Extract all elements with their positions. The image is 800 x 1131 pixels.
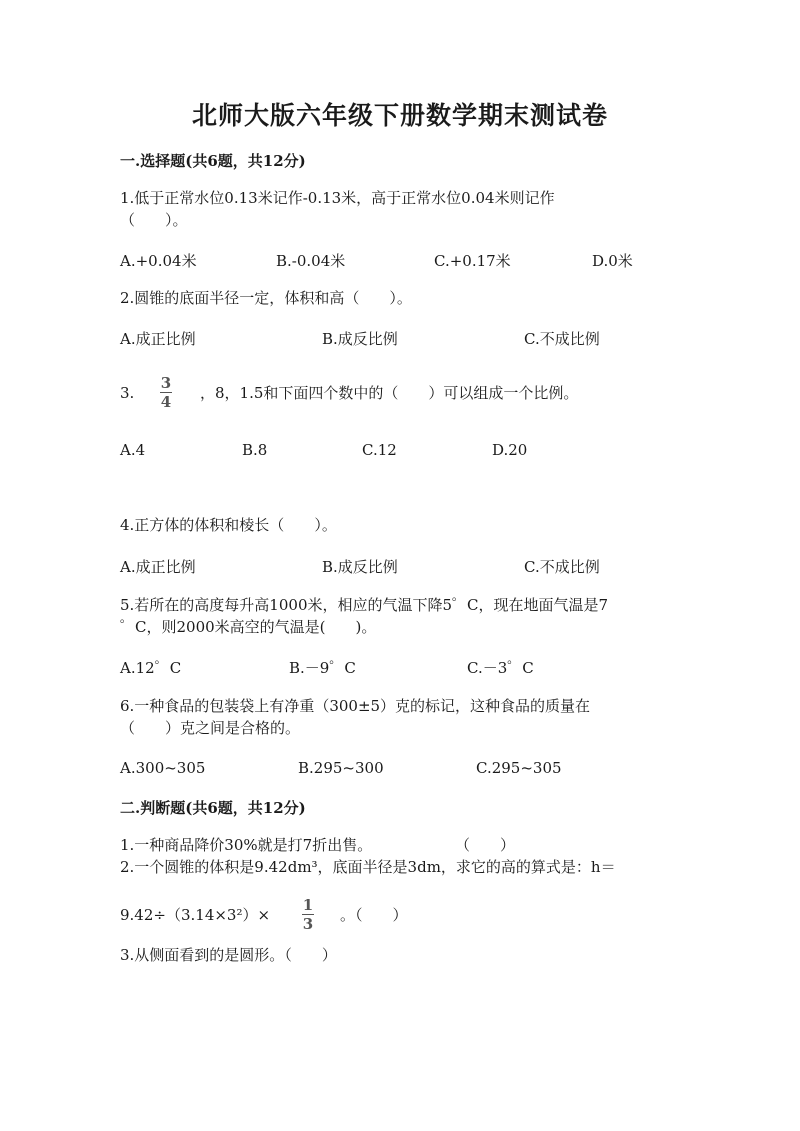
judgement-2-line-2-a: 9.42÷（3.14×3²）× [120,906,271,924]
judgement-2-line-2-b: 。（ ） [340,906,408,924]
question-3-option-b: B.8 [242,441,268,459]
question-6-option-a: A.300~305 [120,759,206,777]
question-5-option-b: B.－9゜C [289,659,356,677]
question-2-option-c: C.不成比例 [524,330,600,348]
question-3-number: 3. [120,384,135,402]
judgement-3-text: 3.从侧面看到的是圆形。（ ） [120,946,337,964]
question-6-line-2: （ ）克之间是合格的。 [120,719,301,737]
question-1-option-c: C.+0.17米 [434,252,511,270]
question-6-option-c: C.295~305 [476,759,562,777]
section-heading-judgement: 二.判断题(共6题，共12分) [120,799,306,817]
question-3-option-a: A.4 [120,441,146,459]
question-2-option-a: A.成正比例 [120,330,196,348]
question-4-option-a: A.成正比例 [120,558,196,576]
question-4-option-b: B.成反比例 [322,558,398,576]
question-1-line-1: 1.低于正常水位0.13米记作-0.13米，高于正常水位0.04米则记作 [120,189,555,207]
judgement-2-line-1: 2.一个圆锥的体积是9.42dm³，底面半径是3dm，求它的高的算式是：h＝ [120,858,616,876]
question-3-fraction-denominator: 4 [160,393,172,412]
judgement-1-text: 1.一种商品降价30%就是打7折出售。 [120,836,373,854]
question-5-line-1: 5.若所在的高度每升高1000米，相应的气温下降5゜C，现在地面气温是7 [120,596,609,614]
question-1-line-2: （ ）。 [120,211,188,229]
judgement-1-paren: （ ） [455,836,516,854]
judgement-2-fraction-numerator: 1 [302,896,314,914]
section-heading-choice: 一.选择题(共6题，共12分) [120,152,306,170]
question-3-fraction-numerator: 3 [160,374,172,392]
question-4-line-1: 4.正方体的体积和棱长（ ）。 [120,516,337,534]
question-1-option-a: A.+0.04米 [120,252,197,270]
question-3-text: ，8，1.5和下面四个数中的（ ）可以组成一个比例。 [200,384,579,402]
question-2-option-b: B.成反比例 [322,330,398,348]
judgement-2-fraction-denominator: 3 [302,915,314,934]
question-1-option-b: B.-0.04米 [276,252,346,270]
question-1-option-d: D.0米 [592,252,633,270]
question-5-option-a: A.12゜C [120,659,182,677]
question-5-option-c: C.－3゜C [467,659,534,677]
page-title: 北师大版六年级下册数学期末测试卷 [191,101,608,130]
question-2-line-1: 2.圆锥的底面半径一定，体积和高（ ）。 [120,289,412,307]
question-3-option-c: C.12 [362,441,397,459]
question-6-option-b: B.295~300 [298,759,384,777]
question-3-option-d: D.20 [492,441,528,459]
judgement-2-fraction [302,897,314,932]
question-5-line-2: ゜C，则2000米高空的气温是( )。 [120,618,377,636]
question-3-fraction [160,375,172,410]
question-4-option-c: C.不成比例 [524,558,600,576]
question-6-line-1: 6.一种食品的包装袋上有净重（300±5）克的标记，这种食品的质量在 [120,697,591,715]
